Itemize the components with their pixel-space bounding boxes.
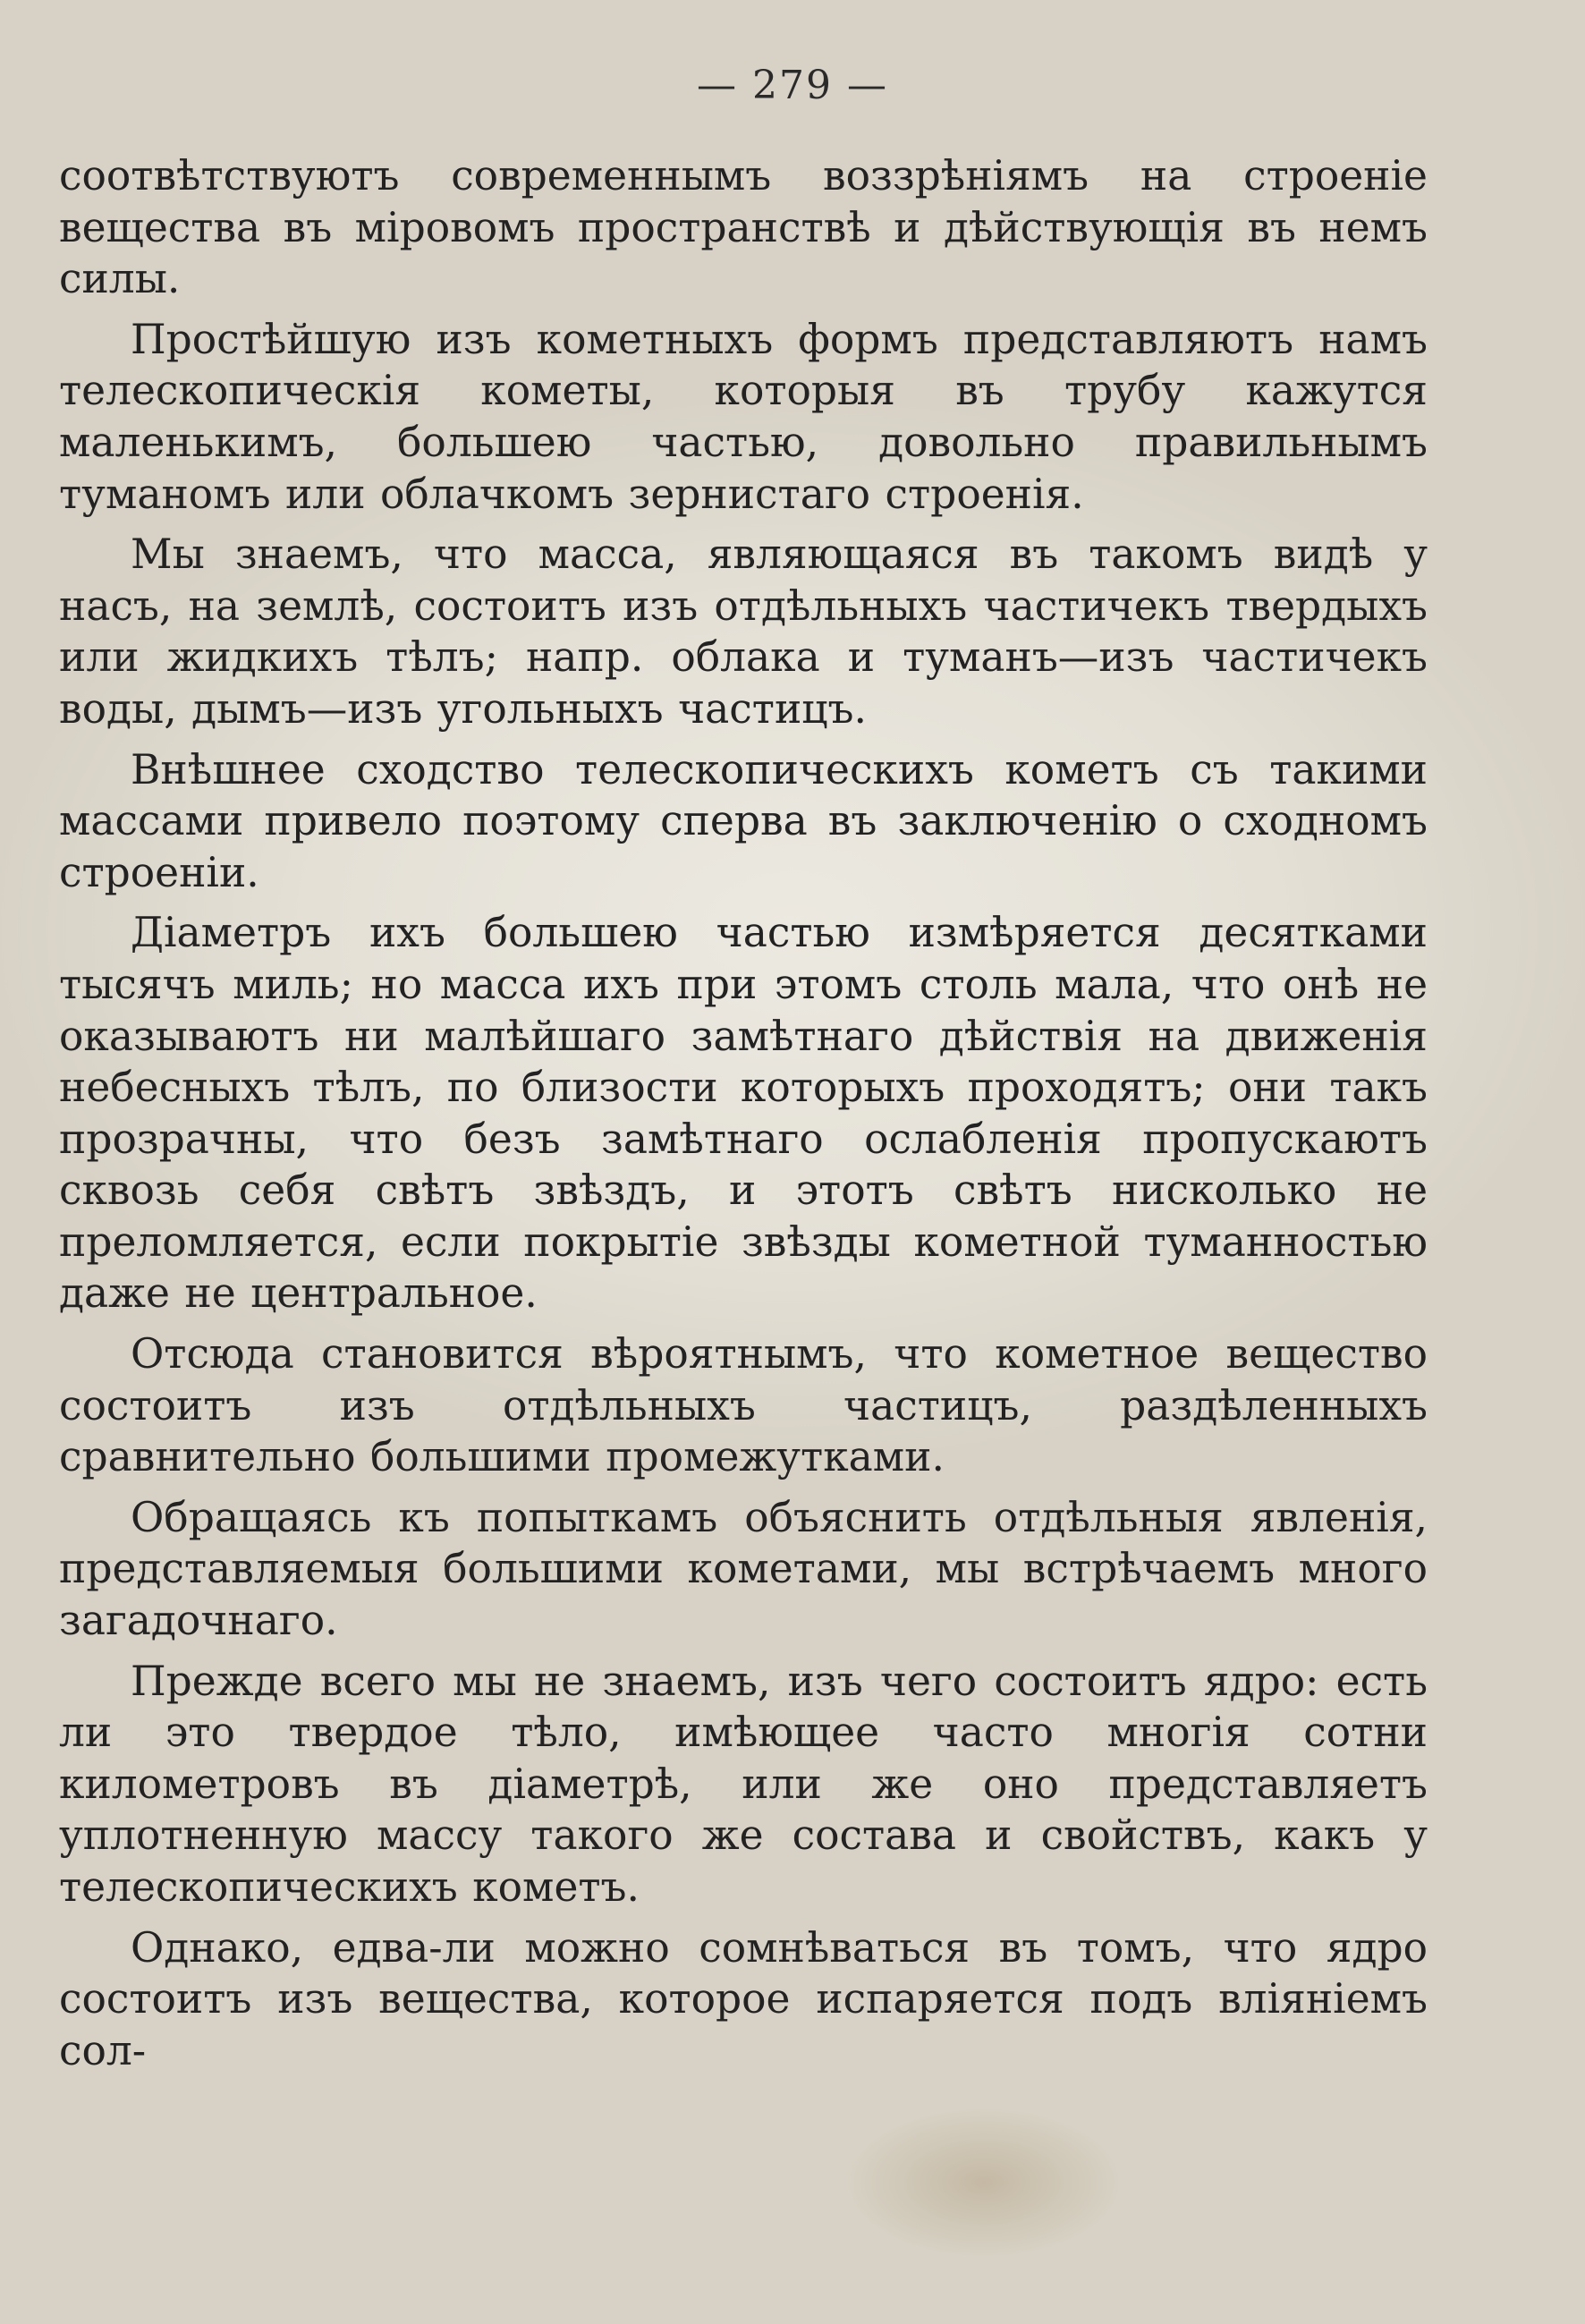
body-text [59, 150, 1428, 2085]
paragraph-evaporation: Однако, едва-ли можно сомнѣваться въ томъ, что ядро состоитъ изъ вещества, которое испаряется подъ вліяніемъ сол- [59, 1923, 1428, 2074]
paragraph-explanations: Обращаясь къ попыткамъ объяснить отдѣльныя явленія, представляемыя большими кометами, мы встрѣчаемъ много загадочнаго. [59, 1493, 1428, 1645]
paragraph-mass-on-earth: Мы знаемъ, что масса, являющаяся въ такомъ видѣ у насъ, на землѣ, состоитъ изъ отдѣльныхъ частичекъ твердыхъ или жидкихъ тѣлъ; напр. облака и туманъ—изъ частичекъ воды, дымъ—изъ угольныхъ частицъ. [59, 530, 1428, 733]
paragraph-continuation: соотвѣтствуютъ современнымъ воззрѣніямъ на строеніе вещества въ міровомъ пространствѣ и дѣйствующія въ немъ силы. [59, 152, 1428, 303]
paragraph-nucleus: Прежде всего мы не знаемъ, изъ чего состоитъ ядро: есть ли это твердое тѣло, имѣющее часто многія сотни километровъ въ діаметрѣ, или же оно представляетъ уплотненную массу такого же состава и свойствъ, какъ у телескопическихъ кометъ. [59, 1657, 1428, 1911]
paragraph-diameter: Діаметръ ихъ большею частью измѣряется десятками тысячъ миль; но масса ихъ при этомъ столь мала, что онѣ не оказываютъ ни малѣйшаго замѣтнаго дѣйствія на движенія небесныхъ тѣлъ, по близости которыхъ проходятъ; они такъ прозрачны, что безъ замѣтнаго ослабленія пропускаютъ сквозь себя свѣтъ звѣздъ, и этотъ свѣтъ нисколько не преломляется, если покрытіе звѣзды кометной туманностью даже не центральное. [59, 909, 1428, 1318]
page-number: — 279 — [697, 63, 888, 108]
paragraph-external-similarity: Внѣшнее сходство телескопическихъ кометъ съ такими массами привело поэтому сперва въ заключенію о сходномъ строеніи. [59, 745, 1428, 896]
paragraph-comet-substance: Отсюда становится вѣроятнымъ, что кометное вещество состоитъ изъ отдѣльныхъ частицъ, раздѣленныхъ сравнительно большими промежутками. [59, 1330, 1428, 1481]
paragraph-telescopic-comets: Простѣйшую изъ кометныхъ формъ представляютъ намъ телескопическія кометы, которыя въ трубу кажутся маленькимъ, большею частью, довольно правильнымъ туманомъ или облачкомъ зернистаго строенія. [59, 315, 1428, 518]
